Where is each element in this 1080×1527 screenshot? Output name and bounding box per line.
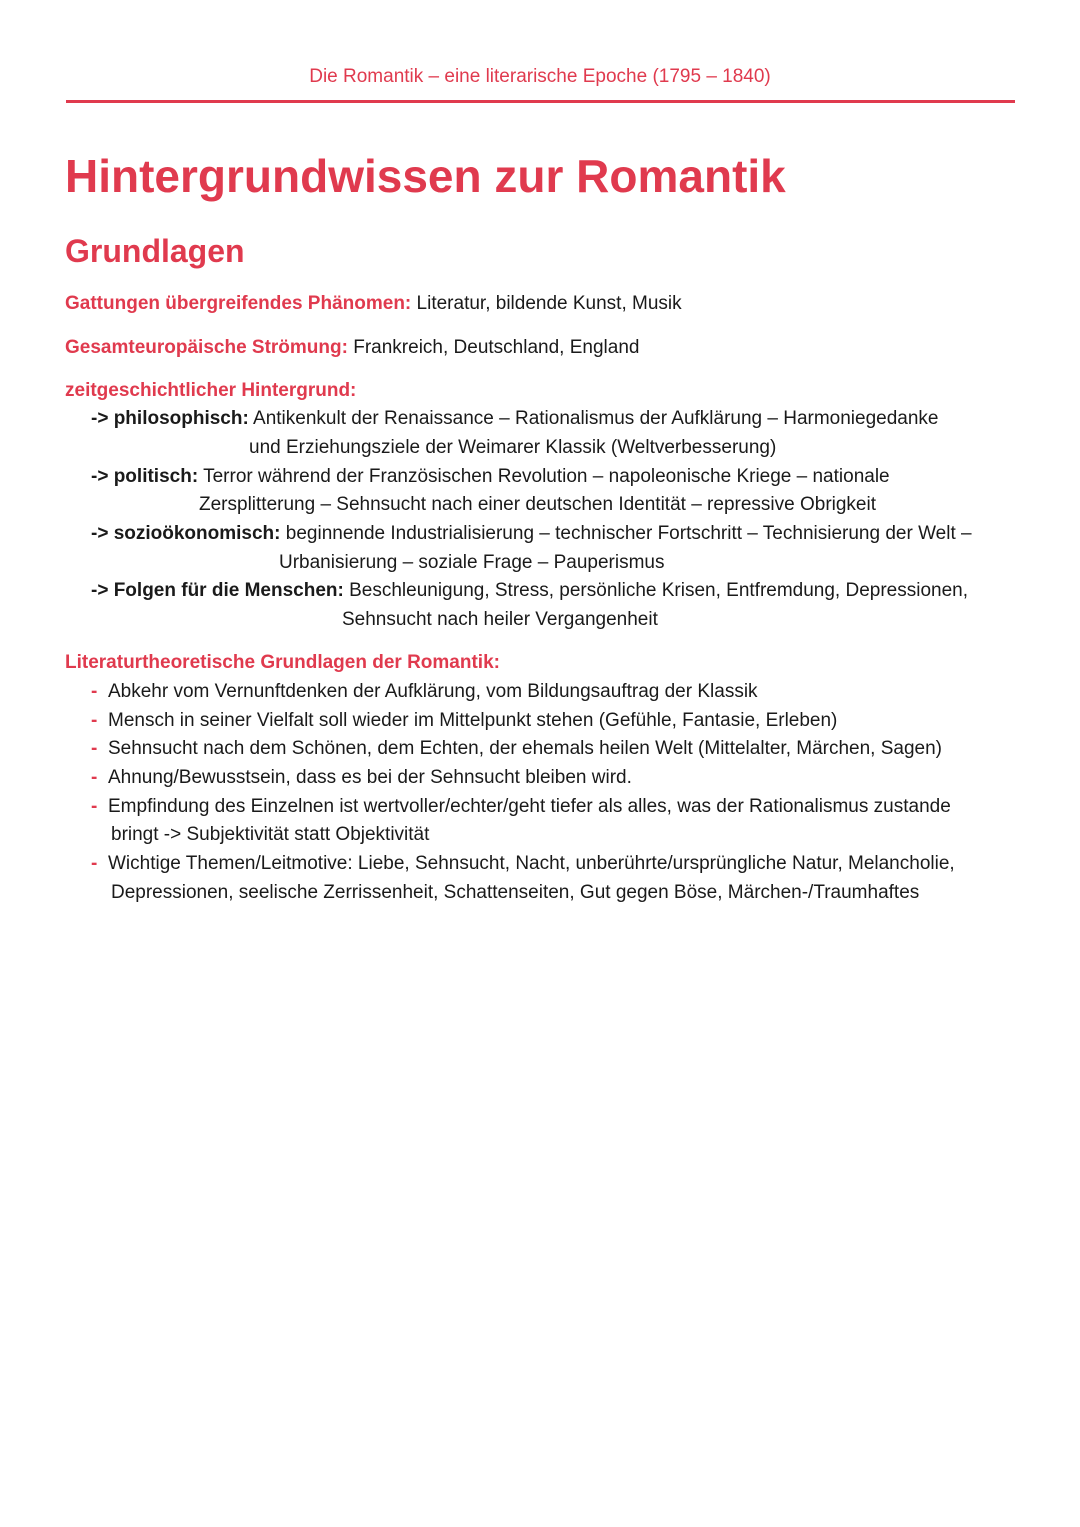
- section-title: Grundlagen: [65, 233, 245, 269]
- hintergrund-item-label: -> sozioökonomisch:: [91, 523, 281, 544]
- stroemung-line: [65, 334, 639, 362]
- hintergrund-item-philosophisch: [91, 405, 939, 433]
- bullet-marker: -: [91, 681, 98, 702]
- hintergrund-item-text: beginnende Industrialisierung – technischer Fortschritt – Technisierung der Welt –: [280, 523, 972, 544]
- list-item: Wichtige Themen/Leitmotive: Liebe, Sehnsucht, Nacht, unberührte/ursprüngliche Natur, Melancholie,: [108, 853, 955, 874]
- bullet-marker: -: [91, 710, 98, 731]
- list-item: Empfindung des Einzelnen ist wertvoller/echter/geht tiefer als alles, was der Rationalismus zustande: [108, 796, 951, 817]
- hintergrund-item-text: Antikenkult der Renaissance – Rationalismus der Aufklärung – Harmoniegedanke: [248, 408, 939, 429]
- list-item: Abkehr vom Vernunftdenken der Aufklärung, vom Bildungsauftrag der Klassik: [108, 681, 758, 702]
- gattungen-line: [65, 290, 682, 318]
- gattungen-text: Literatur, bildende Kunst, Musik: [411, 293, 682, 314]
- list-item-continuation: Depressionen, seelische Zerrissenheit, Schattenseiten, Gut gegen Böse, Märchen-/Traumhaftes: [111, 882, 920, 903]
- hintergrund-item-continuation: Urbanisierung – soziale Frage – Pauperismus: [279, 552, 665, 573]
- hintergrund-item-politisch: [91, 463, 890, 491]
- hintergrund-item-label: -> philosophisch:: [91, 408, 249, 429]
- hintergrund-item-continuation: und Erziehungsziele der Weimarer Klassik (Weltverbesserung): [249, 437, 777, 458]
- list-item-continuation: bringt -> Subjektivität statt Objektivität: [111, 824, 430, 845]
- hintergrund-item-label: -> Folgen für die Menschen:: [91, 580, 344, 601]
- running-header: Die Romantik – eine literarische Epoche (1795 – 1840): [309, 66, 771, 87]
- hintergrund-item-soziooekonomisch: [91, 520, 972, 548]
- hintergrund-item-continuation: Zersplitterung – Sehnsucht nach einer deutschen Identität – repressive Obrigkeit: [199, 494, 876, 515]
- hintergrund-item-continuation: Sehnsucht nach heiler Vergangenheit: [342, 609, 658, 630]
- bullet-marker: -: [91, 853, 98, 874]
- list-item: Ahnung/Bewusstsein, dass es bei der Sehnsucht bleiben wird.: [108, 767, 632, 788]
- list-item: Mensch in seiner Vielfalt soll wieder im Mittelpunkt stehen (Gefühle, Fantasie, Erleben): [108, 710, 838, 731]
- hintergrund-item-text: Terror während der Französischen Revolution – napoleonische Kriege – nationale: [198, 466, 890, 487]
- stroemung-label: Gesamteuropäische Strömung:: [65, 337, 348, 358]
- literatur-label: Literaturtheoretische Grundlagen der Romantik:: [65, 652, 500, 673]
- hintergrund-item-folgen: [91, 577, 968, 605]
- stroemung-text: Frankreich, Deutschland, England: [347, 337, 640, 358]
- header-rule: [66, 100, 1015, 103]
- hintergrund-label: zeitgeschichtlicher Hintergrund:: [65, 380, 357, 401]
- page-title: Hintergrundwissen zur Romantik: [65, 150, 786, 202]
- bullet-marker: -: [91, 796, 98, 817]
- bullet-marker: -: [91, 738, 98, 759]
- list-item: Sehnsucht nach dem Schönen, dem Echten, der ehemals heilen Welt (Mittelalter, Märchen, Sagen): [108, 738, 942, 759]
- gattungen-label: Gattungen übergreifendes Phänomen:: [65, 293, 412, 314]
- hintergrund-item-label: -> politisch:: [91, 466, 199, 487]
- hintergrund-item-text: Beschleunigung, Stress, persönliche Krisen, Entfremdung, Depressionen,: [343, 580, 969, 601]
- bullet-marker: -: [91, 767, 98, 788]
